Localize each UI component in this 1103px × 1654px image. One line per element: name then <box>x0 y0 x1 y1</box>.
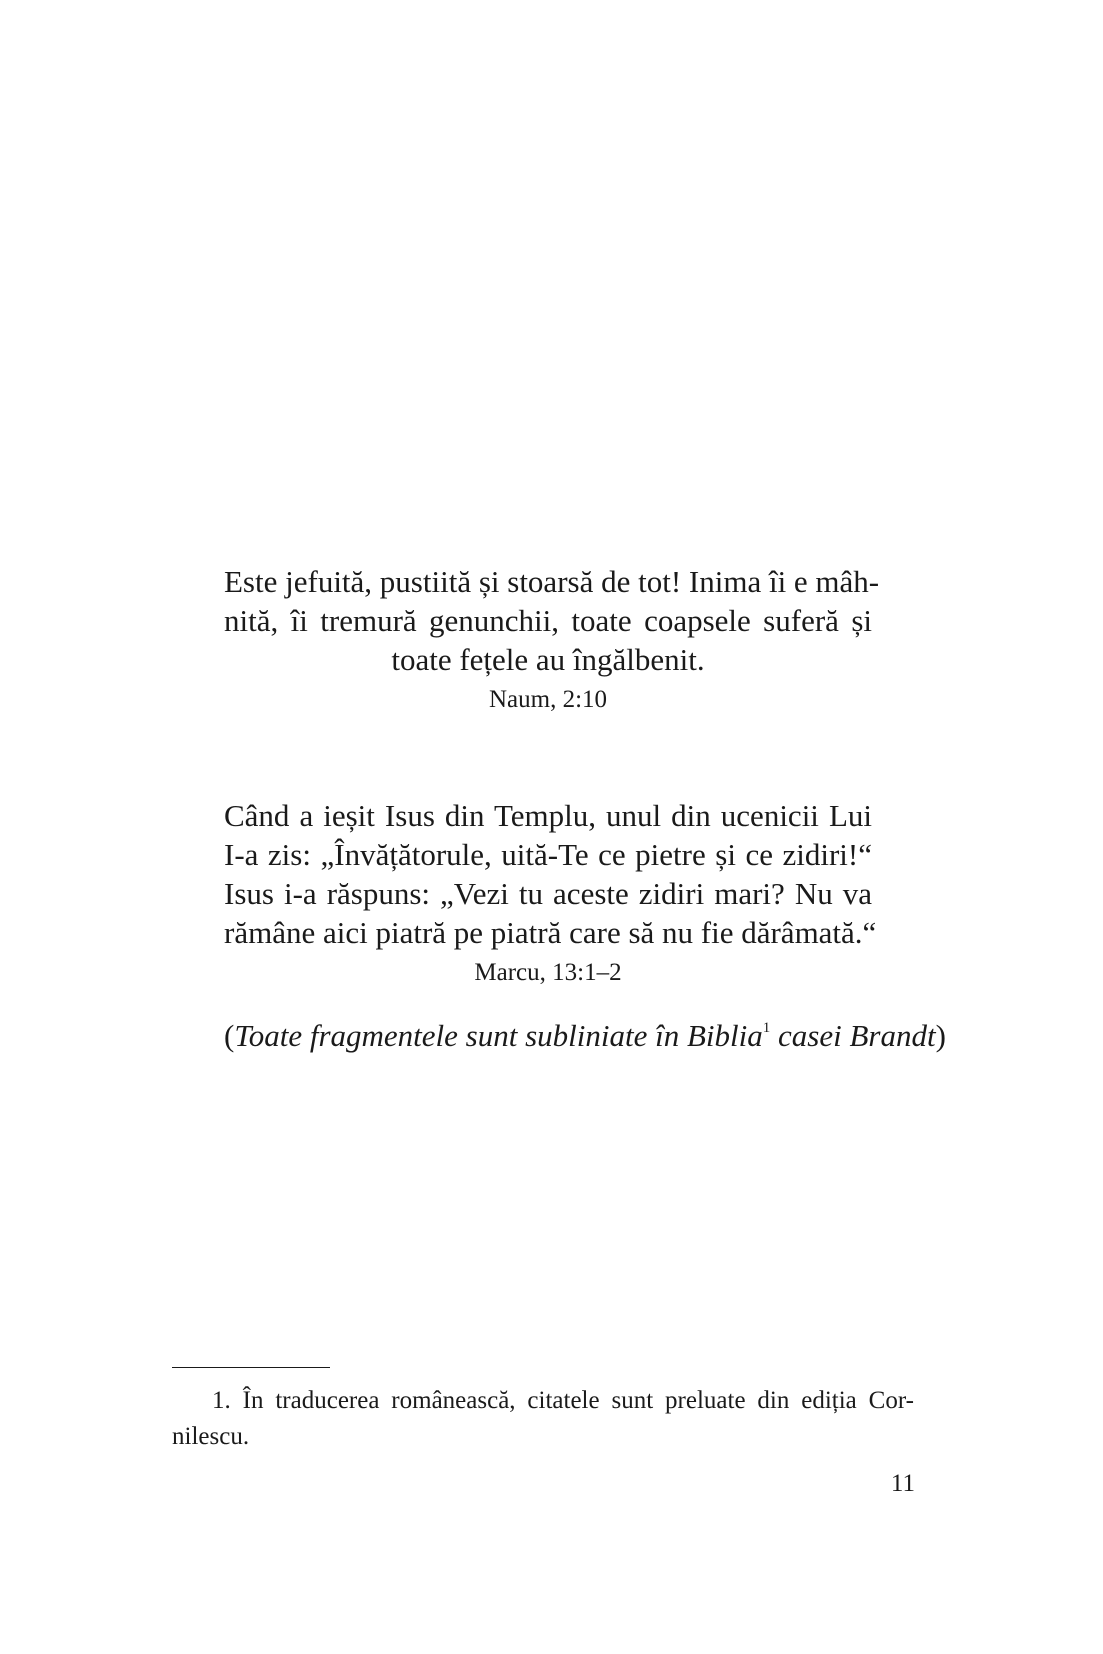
epigraph-line: Când a ieșit Isus din Templu, unul din ucenicii Lui <box>224 798 872 833</box>
footnote-divider <box>172 1367 330 1368</box>
footnote-continuation: nilescu. <box>172 1423 250 1450</box>
epigraph-reference: Naum, 2:10 <box>488 686 608 713</box>
epigraph-line: rămâne aici piatră pe piatră care să nu fie dărâmată.“ <box>224 915 877 950</box>
source-note <box>224 1016 946 1055</box>
epigraph-line: Isus i-a răspuns: „Vezi tu aceste zidiri mari? Nu va <box>224 876 872 911</box>
source-note-italic: Toate fragmentele sunt subliniate în Biblia <box>234 1018 763 1053</box>
epigraph-line: toate fețele au îngălbenit. <box>391 642 705 677</box>
source-note-italic-tail: casei Brandt <box>770 1018 936 1053</box>
footnote-marker[interactable]: 1 <box>762 1020 771 1036</box>
footnote <box>172 1383 914 1455</box>
page-number: 11 <box>890 1470 915 1497</box>
epigraph-line: I-a zis: „Învățătorule, uită-Te ce pietre și ce zidiri!“ <box>224 837 872 872</box>
footnote-text: În traducerea românească, citatele sunt preluate din ediția Cor- <box>242 1387 914 1414</box>
source-note-open-paren: ( <box>224 1018 235 1053</box>
footnote-number: 1. <box>212 1387 231 1414</box>
epigraph-line: nită, îi tremură genunchii, toate coapsele suferă și <box>224 603 872 638</box>
source-note-close-paren: ) <box>935 1018 946 1053</box>
epigraph-line: Este jefuită, pustiită și stoarsă de tot! Inima îi e mâh- <box>224 564 880 599</box>
epigraph-reference: Marcu, 13:1–2 <box>474 959 622 986</box>
footnote-first-line <box>172 1383 914 1419</box>
epigraph-mark <box>224 796 877 988</box>
epigraph-nahum <box>224 562 880 715</box>
